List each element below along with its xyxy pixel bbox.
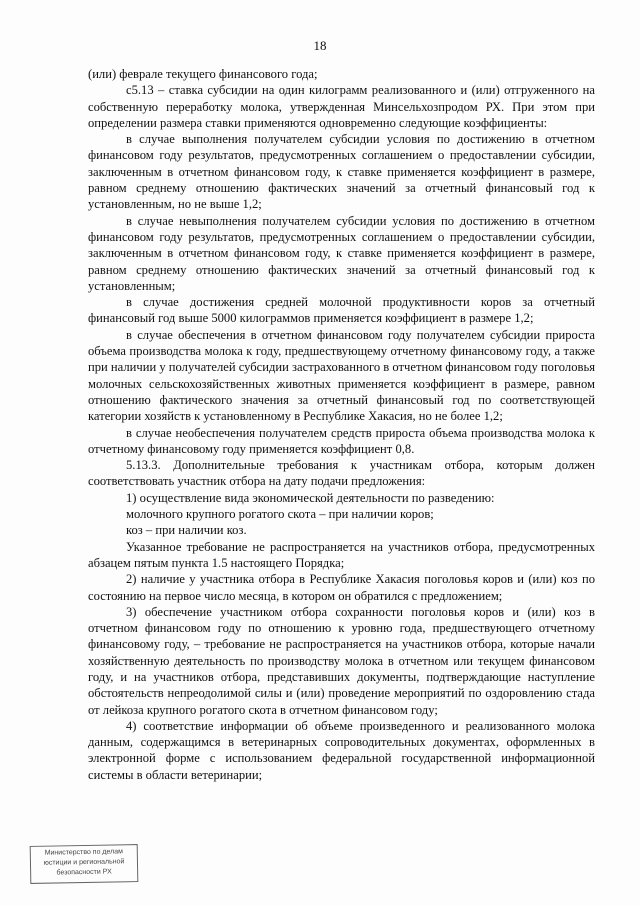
paragraph: коз – при наличии коз. <box>126 523 247 538</box>
page-number: 18 <box>313 38 327 53</box>
paragraph: (или) феврале текущего финансового года; <box>88 67 318 81</box>
paragraph: в случае необеспечения получателем средств прироста объема производства молока к отчетному финансовому году применяется коэффициент 0,8. <box>88 425 595 456</box>
paragraph: 3) обеспечение участником отбора сохранности поголовья коров и (или) коз в отчетном финансовом году по отношению к уровню года, предшествующего отчетному финансовому году, – требование не распространяется на участников отбора, которые начали хозяйственную деятельность по производству молока в отчетном или текущем финансовом году, и на участников отбора, представивших документы, подтверждающие наступление обстоятельств непреодолимой силы и (или) проведение мероприятий по оздоровлению стада от лейкоза крупного рогатого скота в отчетном финансовом году; <box>88 604 595 717</box>
paragraph: c5.13 – ставка субсидии на один килограмм реализованного и (или) отгруженного на собственную переработку молока, утвержденная Минсельхозпродом РХ. При этом при определении размера ставки применяются одновременно следующие коэффициенты: <box>88 83 595 130</box>
document-body <box>88 66 595 783</box>
paragraph: 4) соответствие информации об объеме произведенного и реализованного молока данным, содержащимся в ветеринарных сопроводительных документах, оформленных в электронной форме с использованием федеральной государственной информационной системы в области ветеринарии; <box>88 718 595 782</box>
paragraph: в случае достижения средней молочной продуктивности коров за отчетный финансовый год выше 5000 килограммов применяется коэффициент в размере 1,2; <box>88 295 595 326</box>
paragraph: в случае выполнения получателем субсидии условия по достижению в отчетном финансовом году результатов, предусмотренных соглашением о предоставлении субсидии, заключенным в отчетном финансовом году, к ставке применяется коэффициент в размере, равном среднему отношению фактических значений за отчетный финансовый год к установленным, но не выше 1,2; <box>88 132 595 212</box>
stamp-line: безопасности РХ <box>56 868 112 877</box>
stamp-line: Министерство по делам <box>44 848 123 857</box>
paragraph: 5.13.3. Дополнительные требования к участникам отбора, которым должен соответствовать участник отбора на дату подачи предложения: <box>88 458 595 489</box>
stamp-line: юстиции и региональной <box>43 858 125 867</box>
paragraph: в случае невыполнения получателем субсидии условия по достижению в отчетном финансовом году результатов, предусмотренных соглашением о предоставлении субсидии, заключенным в отчетном финансовом году, к ставке применяется коэффициент в размере, равном среднему отношению фактических значений за отчетный финансовый год к установленным; <box>88 213 595 293</box>
paragraph: 2) наличие у участника отбора в Республике Хакасия поголовья коров и (или) коз по состоянию на первое число месяца, в котором он обратился с предложением; <box>88 572 595 603</box>
paragraph: 1) осуществление вида экономической деятельности по разведению: <box>126 490 495 505</box>
paragraph: в случае обеспечения в отчетном финансовом году получателем субсидии прироста объема производства молока к году, предшествующему отчетному финансовому году, а также при наличии у получателей субсидии застрахованного в отчетном финансовом году поголовья молочных сельскохозяйственных животных применяется коэффициент в размере, равном отношению фактического значения за отчетный финансовый год по соответствующей категории хозяйств к установленному в Республике Хакасия, но не более 1,2; <box>88 327 595 424</box>
paragraph: молочного крупного рогатого скота – при наличии коров; <box>126 507 434 522</box>
paragraph: Указанное требование не распространяется на участников отбора, предусмотренных абзацем пятым пункта 1.5 настоящего Порядка; <box>88 539 595 570</box>
registration-stamp <box>30 844 139 884</box>
